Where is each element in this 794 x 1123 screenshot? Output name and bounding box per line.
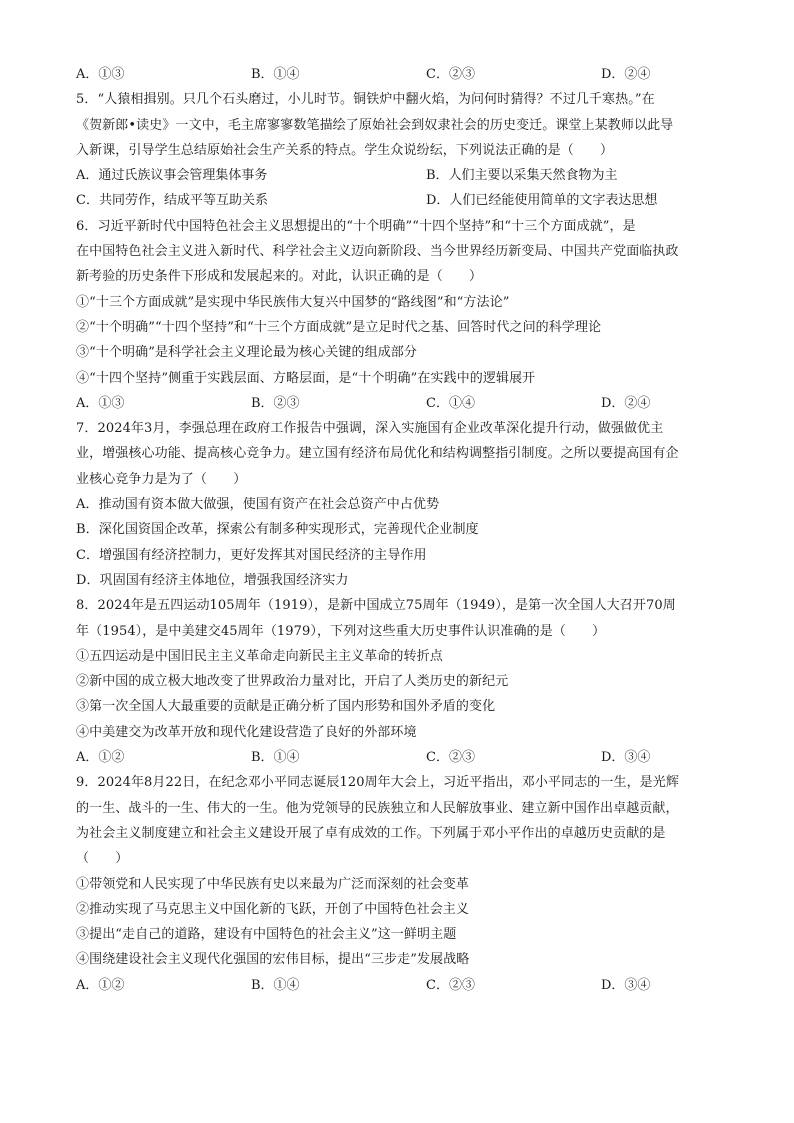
q9-option-b: B．①④	[251, 977, 300, 993]
q5-stem-line: 入新课，引导学生总结原始社会生产关系的特点。学生众说纷纭，下列说法正确的是（ ）	[76, 142, 614, 158]
q9-option-c: C．②③	[426, 977, 475, 993]
q8-stem-line: 年（1954），是中美建交45周年（1979），下列对这些重大历史事件认识准确的是（ ）	[76, 623, 606, 639]
q6-option-b: B．②③	[251, 395, 300, 411]
q5-option-d: D．人们已经能使用简单的文字表达思想	[426, 193, 658, 209]
q5-option-b: B．人们主要以采集天然食物为主	[426, 168, 618, 184]
q9-option-d: D．③④	[601, 977, 651, 993]
q7-option-b: B．深化国资国企改革，探索公有制多种实现形式，完善现代企业制度	[76, 522, 479, 538]
q6-stem-line: 新考验的历史条件下形成和发展起来的。对此，认识正确的是（ ）	[76, 269, 483, 285]
q5-stem-line: 5．“人猿相揖别。只几个石头磨过，小儿时节。铜铁炉中翻火焰，为问何时猜得？不过几千寒热。”在	[76, 92, 655, 108]
q6-stem-line: 6．习近平新时代中国特色社会主义思想提出的“十个明确”“十四个坚持”和“十三个方面成就”，是	[76, 218, 636, 234]
q6-option-d: D．②④	[601, 395, 651, 411]
q6-statement: ③“十个明确”是科学社会主义理论最为核心关键的组成部分	[76, 345, 417, 361]
q9-stem-line: 9．2024年8月22日，在纪念邓小平同志诞辰120周年大会上，习近平指出，邓小平同志的一生，是光辉	[76, 775, 679, 791]
question-6	[76, 214, 726, 416]
q6-options	[76, 391, 726, 416]
question-7	[76, 416, 726, 593]
q4-options	[76, 62, 726, 87]
q8-option-d: D．③④	[601, 750, 651, 766]
q4-option-d: D．②④	[601, 67, 651, 82]
question-8	[76, 593, 726, 770]
q6-stem-line: 在中国特色社会主义进入新时代、科学社会主义迈向新阶段、当今世界经历新变局、中国共产党面临执政	[76, 244, 679, 260]
q9-option-a: A．①②	[76, 977, 125, 993]
q9-statement: ①带领党和人民实现了中华民族有史以来最为广泛而深刻的社会变革	[76, 876, 470, 892]
q6-statement: ①“十三个方面成就”是实现中华民族伟大复兴中国梦的“路线图”和“方法论”	[76, 294, 510, 310]
q8-option-b: B．①④	[251, 750, 300, 766]
q6-option-c: C．①④	[426, 395, 475, 411]
q7-stem-line: 7．2024年3月，李强总理在政府工作报告中强调，深入实施国有企业改革深化提升行动，做强做优主	[76, 421, 664, 437]
q7-option-a: A．推动国有资本做大做强，使国有资产在社会总资产中占优势	[76, 497, 440, 513]
question-5	[76, 87, 726, 213]
q9-stem-line: （ ）	[76, 851, 129, 867]
q7-stem-line: 业，增强核心功能、提高核心竞争力。建立国有经济布局优化和结构调整指引制度。之所以要提高国有企	[76, 446, 679, 462]
q8-statement: ③第一次全国人大最重要的贡献是正确分析了国内形势和国外矛盾的变化	[76, 699, 496, 715]
q5-options-row	[76, 188, 726, 213]
q8-options	[76, 745, 726, 770]
q8-statement: ①五四运动是中国旧民主主义革命走向新民主主义革命的转折点	[76, 648, 443, 664]
q7-option-c: C．增强国有经济控制力，更好发挥其对国民经济的主导作用	[76, 547, 427, 563]
q8-option-c: C．②③	[426, 750, 475, 766]
q8-option-a: A．①②	[76, 750, 125, 766]
q9-statement: ④围绕建设社会主义现代化强国的宏伟目标，提出“三步走”发展战略	[76, 952, 470, 968]
q4-option-b: B．①④	[251, 67, 300, 82]
q4-option-c: C．②③	[426, 67, 475, 82]
question-9	[76, 770, 726, 998]
q8-statement: ④中美建交为改革开放和现代化建设营造了良好的外部环境	[76, 724, 417, 740]
q8-stem-line: 8．2024年是五四运动105周年（1919），是新中国成立75周年（1949），是第一次全国人大召开70周	[76, 598, 676, 614]
q5-stem-line: 《贺新郎•读史》一文中，毛主席寥寥数笔描绘了原始社会到奴隶社会的历史变迁。课堂上某教师以此导	[76, 117, 674, 133]
q4-option-a: A．①③	[76, 67, 125, 82]
q9-statement: ③提出“走自己的道路，建设有中国特色的社会主义”这一鲜明主题	[76, 927, 457, 943]
q6-statement: ④“十四个坚持”侧重于实践层面、方略层面，是“十个明确”在实践中的逻辑展开	[76, 370, 536, 386]
q9-options	[76, 973, 726, 998]
q5-option-a: A．通过氏族议事会管理集体事务	[76, 168, 268, 184]
q5-option-c: C．共同劳作，结成平等互助关系	[76, 193, 268, 209]
q5-options-row	[76, 163, 726, 188]
q8-statement: ②新中国的成立极大地改变了世界政治力量对比，开启了人类历史的新纪元	[76, 674, 509, 690]
page-content	[76, 62, 726, 998]
q6-option-a: A．①③	[76, 395, 125, 411]
q6-statement: ②“十个明确”“十四个坚持”和“十三个方面成就”是立足时代之基、回答时代之问的科学理论	[76, 319, 602, 335]
q9-stem-line: 的一生、战斗的一生、伟大的一生。他为党领导的民族独立和人民解放事业、建立新中国作出卓越贡献，	[76, 800, 679, 816]
q9-statement: ②推动实现了马克思主义中国化新的飞跃，开创了中国特色社会主义	[76, 901, 470, 917]
q7-stem-line: 业核心竞争力是为了（ ）	[76, 471, 247, 487]
q7-option-d: D．巩固国有经济主体地位，增强我国经济实力	[76, 572, 349, 588]
q9-stem-line: 为社会主义制度建立和社会主义建设开展了卓有成效的工作。下列属于邓小平作出的卓越历史贡献的是	[76, 825, 666, 841]
